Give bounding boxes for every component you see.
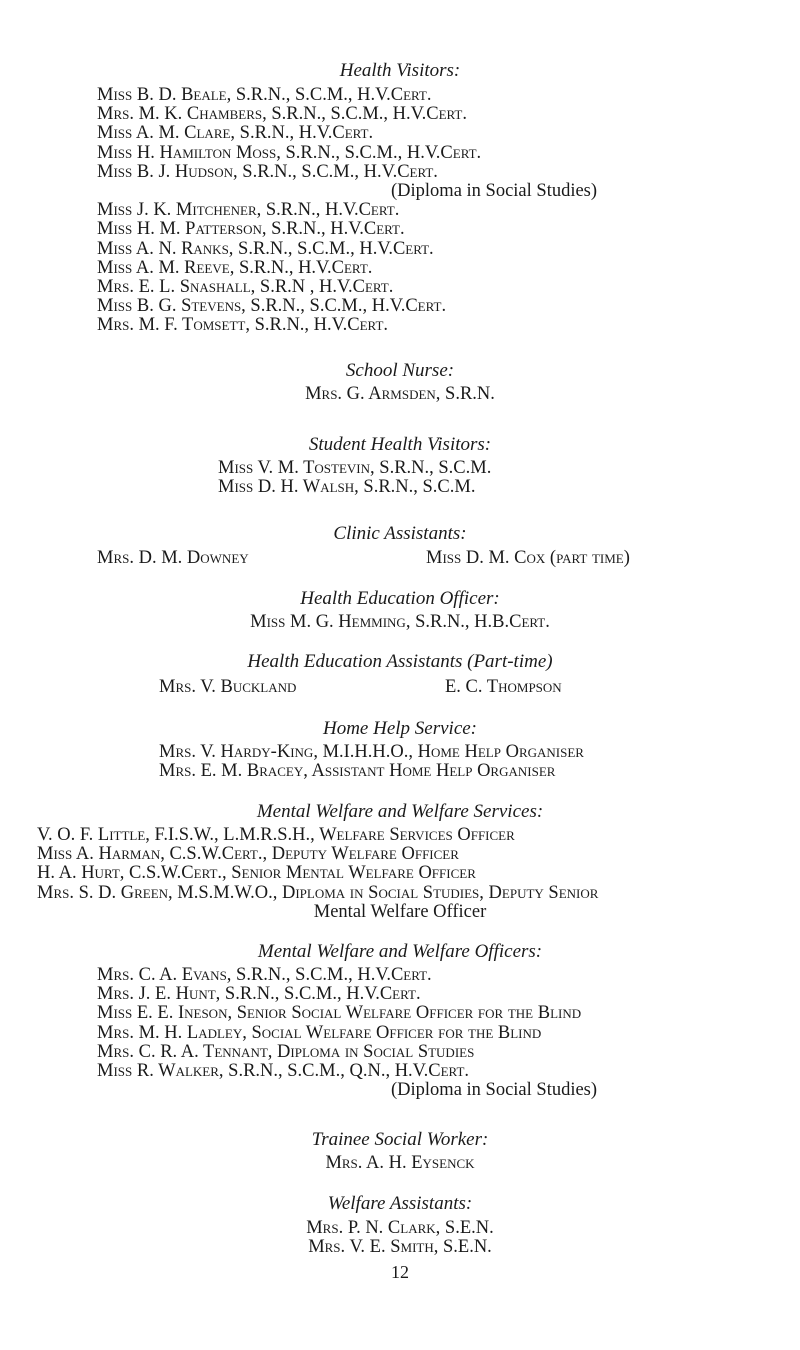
list-item: Miss A. M. Clare, S.R.N., H.V.Cert. [97,123,374,144]
health-education-assistant-left: Mrs. V. Buckland [159,677,297,697]
clinic-assistant-left: Mrs. D. M. Downey [97,548,249,568]
list-student-health-visitors [218,459,491,497]
list-item: Mrs. P. N. Clark, S.E.N. [306,1218,494,1238]
list-item: Mrs. S. D. Green, M.S.M.W.O., Diploma in Social Studies, Deputy Senior [37,882,599,903]
heading-health-education-assistants: Health Education Assistants (Part-time) [247,651,553,672]
list-item: Miss A. M. Reeve, S.R.N., H.V.Cert. [97,257,373,278]
list-trainee-social-worker [97,1154,703,1173]
list-item: Miss D. H. Walsh, S.R.N., S.C.M. [218,477,476,498]
list-item: Miss H. Hamilton Moss, S.R.N., S.C.M., H.V.Cert. [97,142,482,163]
list-item: Miss V. M. Tostevin, S.R.N., S.C.M. [218,458,492,478]
list-item: Mrs. M. F. Tomsett, S.R.N., H.V.Cert. [97,315,389,336]
list-item: Mrs. M. H. Ladley, Social Welfare Officer for the Blind [97,1022,542,1043]
list-item: Miss A. Harman, C.S.W.Cert., Deputy Welfare Officer [37,844,459,865]
heading-school-nurse: School Nurse: [345,360,455,381]
list-item: Miss A. N. Ranks, S.R.N., S.C.M., H.V.Cert. [97,238,434,259]
heading-mental-welfare-services: Mental Welfare and Welfare Services: [256,801,544,822]
list-item-continuation: (Diploma in Social Studies) [391,1080,598,1101]
list-mental-welfare-services [37,826,763,922]
list-item: Miss H. M. Patterson, S.R.N., H.V.Cert. [97,219,405,240]
heading-health-education-officer: Health Education Officer: [300,588,500,609]
list-mental-welfare-officers [97,966,597,1100]
list-item: Mrs. E. M. Bracey, Assistant Home Help Organiser [159,761,556,782]
list-item: Mrs. V. E. Smith, S.E.N. [308,1237,492,1258]
list-item: Mrs. E. L. Snashall, S.R.N , H.V.Cert. [97,276,394,297]
list-item: H. A. Hurt, C.S.W.Cert., Senior Mental Welfare Officer [37,863,476,884]
page-number: 12 [391,1262,409,1282]
list-item: Miss J. K. Mitchener, S.R.N., H.V.Cert. [97,200,400,221]
list-item: Mrs. C. A. Evans, S.R.N., S.C.M., H.V.Cert. [97,965,432,985]
list-health-education-officer [97,613,703,632]
list-item: Miss B. D. Beale, S.R.N., S.C.M., H.V.Cert. [97,85,432,105]
heading-welfare-assistants: Welfare Assistants: [327,1193,473,1214]
heading-trainee-social-worker: Trainee Social Worker: [311,1129,489,1150]
list-item: Mrs. V. Hardy-King, M.I.H.H.O., Home Help Organiser [159,742,584,762]
list-item: Mrs. G. Armsden, S.R.N. [305,384,495,404]
list-health-visitors [97,86,597,335]
list-item: Mrs. A. H. Eysenck [325,1153,475,1173]
list-item: Miss E. E. Ineson, Senior Social Welfare Officer for the Blind [97,1003,582,1024]
list-item: V. O. F. Little, F.I.S.W., L.M.R.S.H., Welfare Services Officer [37,825,515,845]
list-item: Miss B. G. Stevens, S.R.N., S.C.M., H.V.Cert. [97,296,447,317]
list-item: Miss M. G. Hemming, S.R.N., H.B.Cert. [250,612,550,632]
heading-clinic-assistants: Clinic Assistants: [333,523,467,544]
heading-home-help-service: Home Help Service: [322,718,478,739]
list-item-continuation: (Diploma in Social Studies) [391,180,598,201]
list-item: Mrs. C. R. A. Tennant, Diploma in Social Studies [97,1041,475,1062]
list-item: Miss B. J. Hudson, S.R.N., S.C.M., H.V.Cert. [97,161,438,182]
list-school-nurse [97,385,703,404]
list-item-continuation: Mental Welfare Officer [313,901,487,922]
health-education-assistant-right: E. C. Thompson [445,677,562,697]
heading-student-health-visitors: Student Health Visitors: [308,434,492,455]
heading-health-visitors: Health Visitors: [339,60,461,81]
list-item: Mrs. M. K. Chambers, S.R.N., S.C.M., H.V.Cert. [97,104,467,125]
clinic-assistant-right: Miss D. M. Cox (part time) [426,548,630,568]
heading-mental-welfare-officers: Mental Welfare and Welfare Officers: [257,941,543,962]
list-home-help-service [159,743,584,781]
list-item: Mrs. J. E. Hunt, S.R.N., S.C.M., H.V.Cert. [97,984,421,1005]
list-item: Miss R. Walker, S.R.N., S.C.M., Q.N., H.V.Cert. [97,1060,470,1081]
list-welfare-assistants [97,1219,703,1257]
